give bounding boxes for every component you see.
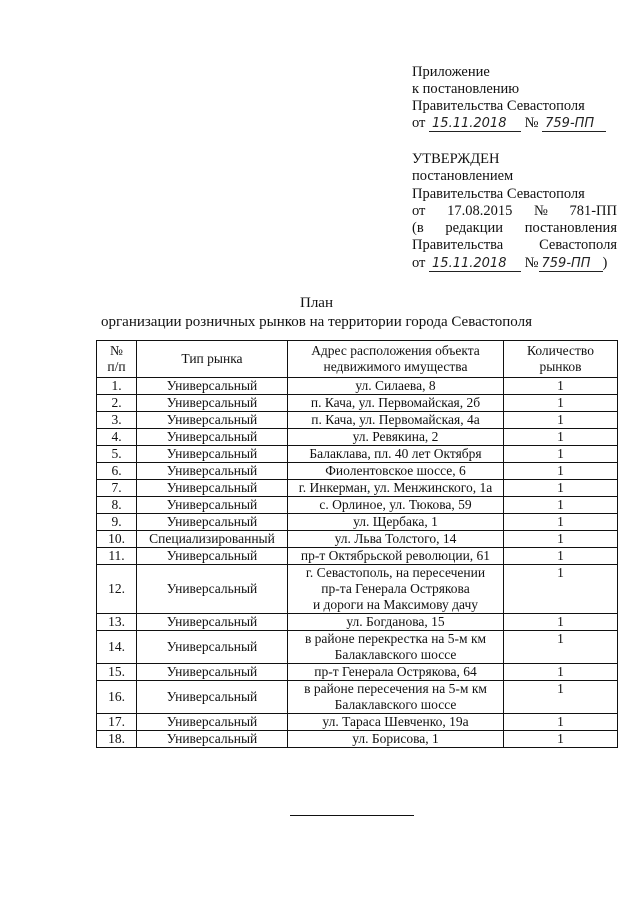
- row-type: Универсальный: [137, 614, 288, 631]
- row-quantity: 1: [504, 497, 618, 514]
- address-line: и дороги на Максимову дачу: [312, 597, 479, 612]
- row-type: Универсальный: [137, 497, 288, 514]
- row-number: 6.: [97, 463, 137, 480]
- address-line: пр-та Генерала Острякова: [321, 581, 470, 596]
- table-row: [97, 664, 618, 681]
- original-number: 781-ПП: [569, 202, 617, 219]
- row-quantity: 1: [504, 631, 618, 664]
- table-row: [97, 681, 618, 714]
- table-row: [97, 463, 618, 480]
- table-row: [97, 480, 618, 497]
- row-address: [288, 731, 504, 748]
- approval-heading: УТВЕРЖДЕН: [412, 151, 500, 167]
- attachment-line: Правительства Севастополя: [412, 98, 585, 114]
- row-type: Универсальный: [137, 664, 288, 681]
- row-type: Универсальный: [137, 395, 288, 412]
- row-address: [288, 631, 504, 664]
- row-quantity: 1: [504, 446, 618, 463]
- edition-word: (в: [412, 220, 424, 237]
- handwritten-date: 15.11.2018: [429, 257, 521, 272]
- address-line: г. Севастополь, на пересечении: [305, 565, 486, 580]
- table-row: [97, 497, 618, 514]
- original-date-line: [412, 203, 617, 220]
- plan-title: План: [299, 295, 333, 311]
- table-row: [97, 446, 618, 463]
- row-address: [288, 378, 504, 395]
- number-label: №: [524, 115, 539, 131]
- header-number: № п/п: [97, 341, 137, 378]
- edition-word: постановления: [524, 220, 617, 237]
- markets-table: [96, 340, 618, 748]
- row-type: Универсальный: [137, 714, 288, 731]
- row-address: [288, 531, 504, 548]
- table-row: [97, 514, 618, 531]
- row-number: 15.: [97, 664, 137, 681]
- row-address: [288, 446, 504, 463]
- address-line: ул. Щербака, 1: [353, 514, 438, 529]
- row-number: 7.: [97, 480, 137, 497]
- address-line: ул. Богданова, 15: [346, 614, 445, 629]
- government-word: Севастополя: [539, 237, 617, 254]
- row-type: Универсальный: [137, 429, 288, 446]
- table-row: [97, 714, 618, 731]
- from-label: от: [412, 254, 426, 271]
- address-line: Фиолентовское шоссе, 6: [325, 463, 466, 478]
- edition-line: [412, 220, 617, 237]
- address-line: ул. Борисова, 1: [352, 731, 439, 746]
- row-address: [288, 514, 504, 531]
- row-quantity: 1: [504, 731, 618, 748]
- row-quantity: 1: [504, 681, 618, 714]
- end-divider: [290, 815, 414, 816]
- row-address: [288, 497, 504, 514]
- table-row: [97, 565, 618, 614]
- number-label: №: [533, 202, 548, 219]
- row-quantity: 1: [504, 463, 618, 480]
- header-quantity: Количество рынков: [504, 341, 618, 378]
- row-quantity: 1: [504, 429, 618, 446]
- amendment-date-line: [412, 255, 617, 272]
- table-row: [97, 412, 618, 429]
- row-type: Универсальный: [137, 412, 288, 429]
- table-row: [97, 429, 618, 446]
- row-address: [288, 681, 504, 714]
- attachment-block: [412, 64, 617, 132]
- row-type: Универсальный: [137, 681, 288, 714]
- row-type: Универсальный: [137, 463, 288, 480]
- row-quantity: 1: [504, 614, 618, 631]
- address-line: Балаклава, пл. 40 лет Октября: [309, 446, 482, 461]
- row-number: 1.: [97, 378, 137, 395]
- table-row: [97, 731, 618, 748]
- row-address: [288, 565, 504, 614]
- row-number: 11.: [97, 548, 137, 565]
- row-number: 12.: [97, 565, 137, 614]
- row-type: Универсальный: [137, 446, 288, 463]
- header-type: Тип рынка: [137, 341, 288, 378]
- row-address: [288, 463, 504, 480]
- table-row: [97, 631, 618, 664]
- approval-line: Правительства Севастополя: [412, 185, 585, 202]
- row-type: Универсальный: [137, 565, 288, 614]
- row-quantity: 1: [504, 531, 618, 548]
- table-row: [97, 395, 618, 412]
- row-address: [288, 548, 504, 565]
- row-quantity: 1: [504, 378, 618, 395]
- table-row: [97, 548, 618, 565]
- government-word: Правительства: [412, 237, 504, 254]
- plan-subtitle: организации розничных рынков на территории города Севастополя: [101, 314, 532, 330]
- row-number: 2.: [97, 395, 137, 412]
- table-row: [97, 614, 618, 631]
- row-address: [288, 412, 504, 429]
- address-line: с. Орлиное, ул. Тюкова, 59: [319, 497, 472, 512]
- table-header-row: [97, 341, 618, 378]
- closing-paren: ): [602, 254, 608, 271]
- address-line: п. Кача, ул. Первомайская, 2б: [310, 395, 481, 410]
- row-type: Специализированный: [137, 531, 288, 548]
- attachment-line: к постановлению: [412, 81, 520, 97]
- number-label: №: [524, 254, 539, 271]
- row-type: Универсальный: [137, 514, 288, 531]
- row-quantity: 1: [504, 664, 618, 681]
- row-address: [288, 395, 504, 412]
- edition-word: редакции: [445, 220, 504, 237]
- from-label: от: [412, 202, 426, 219]
- row-type: Универсальный: [137, 631, 288, 664]
- row-address: [288, 664, 504, 681]
- row-number: 10.: [97, 531, 137, 548]
- address-line: ул. Ревякина, 2: [352, 429, 439, 444]
- approval-block: [412, 151, 617, 272]
- attachment-date-line: [412, 115, 617, 132]
- row-type: Универсальный: [137, 480, 288, 497]
- address-line: ул. Тараса Шевченко, 19а: [322, 714, 469, 729]
- handwritten-date: 15.11.2018: [429, 117, 521, 132]
- government-line: [412, 237, 617, 254]
- row-quantity: 1: [504, 548, 618, 565]
- row-number: 13.: [97, 614, 137, 631]
- from-label: от: [412, 115, 426, 131]
- handwritten-number: 759-ПП: [539, 257, 603, 272]
- row-quantity: 1: [504, 480, 618, 497]
- address-line: Балаклавского шоссе: [334, 697, 457, 712]
- table-row: [97, 378, 618, 395]
- handwritten-number: 759-ПП: [542, 117, 606, 132]
- row-number: 5.: [97, 446, 137, 463]
- address-line: пр-т Генерала Острякова, 64: [314, 664, 477, 679]
- address-line: г. Инкерман, ул. Менжинского, 1а: [298, 480, 493, 495]
- address-line: в районе перекрестка на 5-м км: [304, 631, 487, 646]
- row-quantity: 1: [504, 714, 618, 731]
- row-address: [288, 614, 504, 631]
- row-number: 9.: [97, 514, 137, 531]
- row-number: 4.: [97, 429, 137, 446]
- address-line: в районе пересечения на 5-м км: [304, 681, 487, 696]
- row-quantity: 1: [504, 514, 618, 531]
- row-address: [288, 714, 504, 731]
- row-number: 8.: [97, 497, 137, 514]
- row-type: Универсальный: [137, 731, 288, 748]
- row-quantity: 1: [504, 395, 618, 412]
- row-number: 18.: [97, 731, 137, 748]
- table-row: [97, 531, 618, 548]
- row-number: 17.: [97, 714, 137, 731]
- address-line: ул. Льва Толстого, 14: [334, 531, 457, 546]
- approval-line: постановлением: [412, 168, 514, 185]
- row-number: 16.: [97, 681, 137, 714]
- header-address: Адрес расположения объекта недвижимого имущества: [288, 341, 504, 378]
- row-type: Универсальный: [137, 378, 288, 395]
- address-line: ул. Силаева, 8: [355, 378, 436, 393]
- original-date: 17.08.2015: [447, 202, 513, 219]
- address-line: пр-т Октябрьской революции, 61: [300, 548, 491, 563]
- address-line: Балаклавского шоссе: [334, 647, 457, 662]
- row-number: 14.: [97, 631, 137, 664]
- attachment-line: Приложение: [412, 64, 490, 80]
- row-quantity: 1: [504, 565, 618, 614]
- address-line: п. Кача, ул. Первомайская, 4а: [311, 412, 480, 427]
- row-address: [288, 480, 504, 497]
- row-number: 3.: [97, 412, 137, 429]
- row-quantity: 1: [504, 412, 618, 429]
- row-address: [288, 429, 504, 446]
- row-type: Универсальный: [137, 548, 288, 565]
